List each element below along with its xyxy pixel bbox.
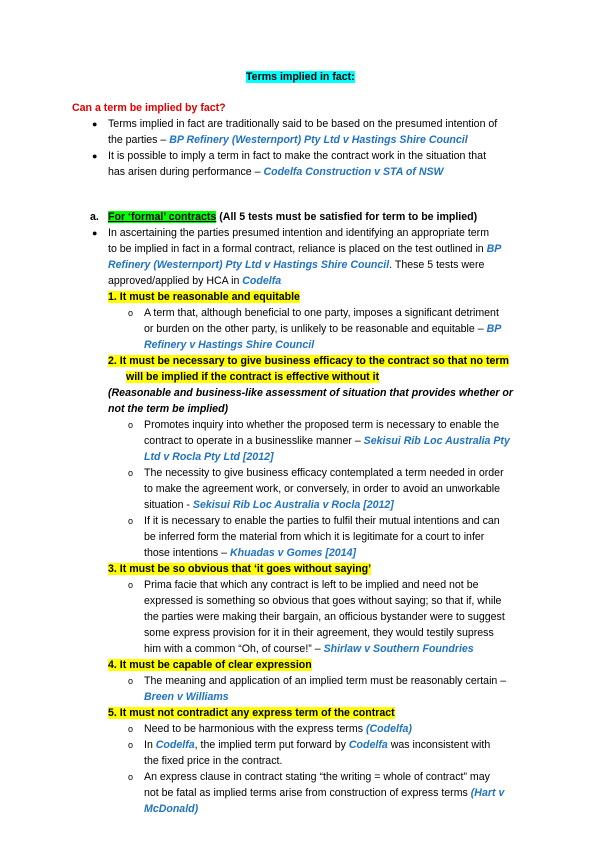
sub-bullet-icon: o (128, 468, 134, 478)
test-2-sub-3-line-1: If it is necessary to enable the parties to fulfil their mutual intentions and can (144, 515, 500, 527)
test-4-heading: 4. It must be capable of clear expression (108, 659, 312, 671)
sub-bullet-icon: o (128, 740, 134, 750)
test-3-sub-1-line-2: expressed is something so obvious that goes without saying; so that if, while (144, 595, 502, 607)
bullet-icon: ● (92, 119, 98, 129)
sub-bullet-icon: o (128, 516, 134, 526)
intro-bullet-1-line-1: Terms implied in fact are traditionally said to be based on the presumed intention of (108, 118, 498, 130)
test-2-sub-1-line-3: Ltd v Rocla Pty Ltd [2012] (144, 451, 274, 463)
test-2-sub-2-line-1: The necessity to give business efficacy contemplated a term needed in order (144, 467, 504, 479)
intro-bullet-1-line-2: the parties – BP Refinery (Westernport) Pty Ltd v Hastings Shire Council (108, 134, 468, 146)
sub-bullet-icon: o (128, 772, 134, 782)
intro-bullet-2-line-1: It is possible to imply a term in fact to make the contract work in the situation that (108, 150, 487, 162)
section-a-heading: For ‘formal’ contracts (All 5 tests must be satisfied for term to be implied) (108, 211, 478, 223)
test-5-sub-3-line-3: McDonald) (144, 803, 199, 815)
test-2-sub-3-line-2: be inferred form the material from which it is legitimate for a court to infer (144, 531, 485, 543)
test-2-heading-line-1: 2. It must be necessary to give business efficacy to the contract so that no term (108, 355, 509, 367)
test-4-sub-1-line-1: The meaning and application of an implied term must be reasonably certain – (144, 675, 507, 687)
test-4-sub-1-line-2: Breen v Williams (144, 691, 229, 703)
test-5-sub-1: Need to be harmonious with the express terms (Codelfa) (144, 723, 412, 735)
intro-bullet-2-line-2: has arisen during performance – Codelfa Construction v STA of NSW (108, 166, 444, 178)
sub-bullet-icon: o (128, 676, 134, 686)
test-5-sub-3-line-2: not be fatal as implied terms arise from construction of express terms (Hart v (144, 787, 505, 799)
test-1-sub-1-line-3: Refinery v Hastings Shire Council (144, 339, 315, 351)
test-1-sub-1-line-1: A term that, although beneficial to one party, imposes a significant detriment (144, 307, 499, 319)
test-2-note-line-1: (Reasonable and business-like assessment of situation that provides whether or (108, 387, 514, 399)
test-3-heading: 3. It must be so obvious that ‘it goes without saying’ (108, 563, 372, 575)
section-a-para-line-1: In ascertaining the parties presumed intention and identifying an appropriate term (108, 227, 490, 239)
test-2-note-line-2: not the term be implied) (108, 403, 229, 415)
test-3-sub-1-line-3: the parties were making their bargain, an officious bystander were to suggest (144, 611, 505, 623)
test-5-sub-2-line-1: In Codelfa, the implied term put forward by Codelfa was inconsistent with (144, 739, 491, 751)
test-2-heading-line-2: will be implied if the contract is effective without it (126, 371, 380, 383)
test-2-sub-3-line-3: those intentions – Khuadas v Gomes [2014] (144, 547, 356, 559)
test-2-sub-2-line-3: situation - Sekisui Rib Loc Australia v Rocla [2012] (144, 499, 394, 511)
section-a-para-line-4: approved/applied by HCA in Codelfa (108, 275, 282, 287)
test-1-sub-1-line-2: or burden on the other party, is unlikely to be reasonable and equitable – BP (144, 323, 502, 335)
sub-bullet-icon: o (128, 580, 134, 590)
sub-bullet-icon: o (128, 308, 134, 318)
page-title: Terms implied in fact: (246, 71, 355, 83)
test-3-sub-1-line-5: him with a common “Oh, of course!” – Shirlaw v Southern Foundries (144, 643, 474, 655)
section-a-para-line-3: Refinery (Westernport) Pty Ltd v Hastings Shire Council. These 5 tests were (108, 259, 485, 271)
section-a-para-line-2: to be implied in fact in a formal contract, reliance is placed on the test outlined in BP (108, 243, 502, 255)
test-5-heading: 5. It must not contradict any express term of the contract (108, 707, 395, 719)
test-2-sub-1-line-2: contract to operate in a businesslike manner – Sekisui Rib Loc Australia Pty (144, 435, 510, 447)
test-2-sub-2-line-2: to make the agreement work, or conversely, in order to avoid an unworkable (144, 483, 501, 495)
bullet-icon: ● (92, 228, 98, 238)
question-heading: Can a term be implied by fact? (72, 102, 226, 114)
test-1-heading: 1. It must be reasonable and equitable (108, 291, 300, 303)
sub-bullet-icon: o (128, 420, 134, 430)
bullet-icon: ● (92, 151, 98, 161)
test-5-sub-3-line-1: An express clause in contract stating “the writing = whole of contract” may (144, 771, 490, 783)
test-3-sub-1-line-1: Prima facie that which any contract is left to be implied and need not be (144, 579, 479, 591)
test-3-sub-1-line-4: some express provision for it in their agreement, they would testily supress (144, 627, 494, 639)
section-a-letter: a. (90, 211, 99, 223)
test-5-sub-2-line-2: the fixed price in the contract. (144, 755, 283, 767)
case-citation: BP Refinery (Westernport) Pty Ltd v Hastings Shire Council (169, 134, 468, 146)
sub-bullet-icon: o (128, 724, 134, 734)
test-2-sub-1-line-1: Promotes inquiry into whether the proposed term is necessary to enable the (144, 419, 500, 431)
case-citation: Codelfa Construction v STA of NSW (263, 166, 444, 178)
